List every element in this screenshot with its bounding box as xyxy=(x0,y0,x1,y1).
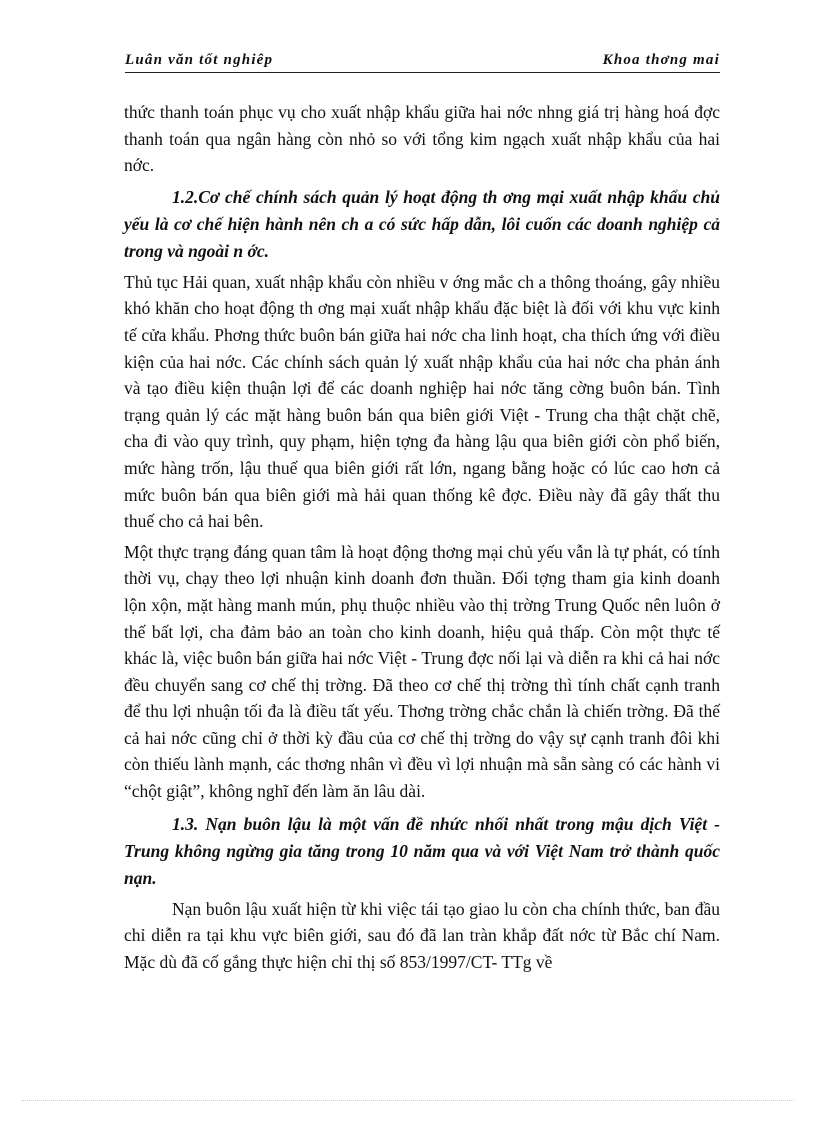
page-header xyxy=(125,50,720,73)
document-body xyxy=(124,99,720,975)
section-heading-1-2: 1.2.Cơ chế chính sách quản lý hoạt động th ơng mại xuất nhập khẩu chủ yếu là cơ chế hiện hành nên ch a có sức hấp dẫn, lôi cuốn các doanh nghiệp cả trong và ngoài n ớc. xyxy=(124,186,720,261)
paragraph-trade-reality: Một thực trạng đáng quan tâm là hoạt động thơng mại chủ yếu vẫn là tự phát, có tính thời vụ, chạy theo lợi nhuận kinh doanh đơn thuần. Đối tợng tham gia kinh doanh lộn xộn, mặt hàng manh mún, phụ thuộc nhiều vào thị trờng Trung Quốc nên luôn ở thế bất lợi, cha đảm bảo an toàn cho kinh doanh, hiệu quả thấp. Còn một thực tế khác là, việc buôn bán giữa hai nớc Việt - Trung đợc nối lại và diễn ra khi cả hai nớc đều chuyển sang cơ chế thị trờng. Đã theo cơ chế thị trờng thì tính chất cạnh tranh để thu lợi nhuận tối đa là điều tất yếu. Thơng trờng chắc chắn là chiến trờng. Đã thế cả hai nớc cũng chỉ ở thời kỳ đầu của cơ chế thị trờng do vậy sự cạnh tranh đôi khi còn thiếu lành mạnh, các thơng nhân vì đều vì lợi nhuận mà sẵn sàng có các hành vi “chột giật”, không nghĩ đến làm ăn lâu dài. xyxy=(124,541,720,802)
header-faculty-label: Khoa thơng mai xyxy=(602,52,720,68)
paragraph-customs-procedures: Thủ tục Hải quan, xuất nhập khẩu còn nhiều v ớng mắc ch a thông thoáng, gây nhiều khó khăn cho hoạt động th ơng mại xuất nhập khẩu đặc biệt là đối với khu vực kinh tế cửa khẩu. Phơng thức buôn bán giữa hai nớc cha linh hoạt, cha thích ứng với điều kiện của hai nớc. Các chính sách quản lý xuất nhập khẩu của hai nớc cha phản ánh và tạo điều kiện thuận lợi để các doanh nghiệp hai nớc tăng cờng buôn bán. Tình trạng quản lý các mặt hàng buôn bán qua biên giới Việt - Trung cha thật chặt chẽ, cha đi vào quy trình, quy phạm, hiện tợng đa hàng lậu qua biên giới còn phổ biến, mức hàng trốn, lậu thuế qua biên giới rất lớn, ngang bằng hoặc có lúc cao hơn cả mức buôn bán qua biên giới mà hải quan thống kê đợc. Điều này đã gây thất thu thuế cho cả hai bên. xyxy=(124,271,720,532)
header-thesis-label: Luân văn tốt nghiêp xyxy=(125,52,274,68)
footer-divider xyxy=(22,1100,794,1101)
paragraph-smuggling: Nạn buôn lậu xuất hiện từ khi việc tái tạo giao lu còn cha chính thức, ban đầu chỉ diễn ra tại khu vực biên giới, sau đó đã lan tràn khắp đất nớc từ Bắc chí Nam. Mặc dù đã cố gắng thực hiện chỉ thị số 853/1997/CT- TTg về xyxy=(124,898,720,972)
section-heading-1-3: 1.3. Nạn buôn lậu là một vấn đề nhức nhối nhất trong mậu dịch Việt - Trung không ngừng gia tăng trong 10 năm qua và với Việt Nam trở thành quốc nạn. xyxy=(124,813,720,888)
paragraph-continuation: thức thanh toán phục vụ cho xuất nhập khẩu giữa hai nớc nhng giá trị hàng hoá đợc thanh toán qua ngân hàng còn nhỏ so với tổng kim ngạch xuất nhập khẩu của hai nớc. xyxy=(124,102,720,176)
